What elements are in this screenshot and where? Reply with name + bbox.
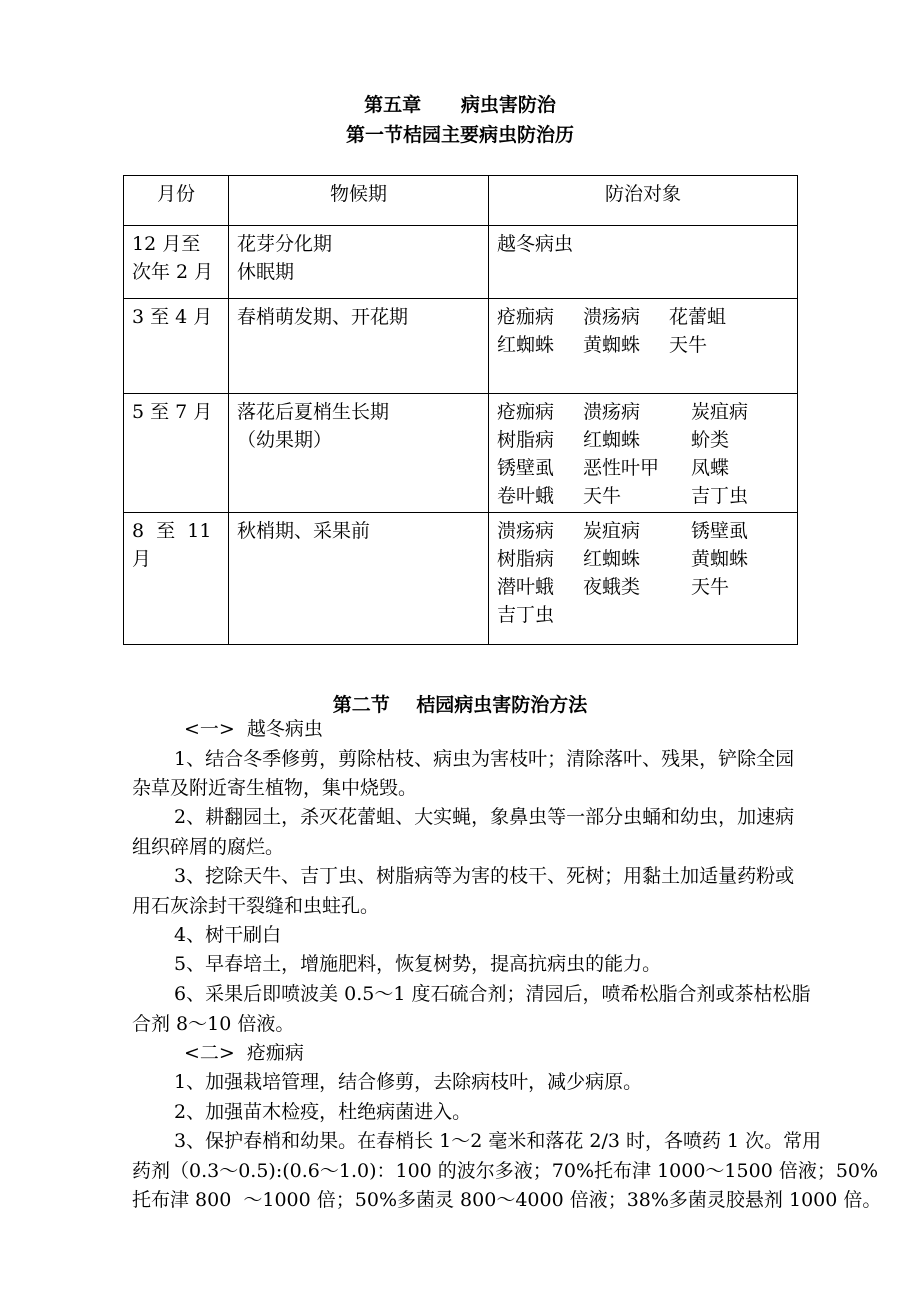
control-calendar-table — [123, 175, 798, 645]
pest-item: 黄蜘蛛 — [691, 548, 749, 570]
pest-item: 花蕾蛆 — [669, 306, 727, 328]
section2-title: 第二节 桔园病虫害防治方法 — [332, 694, 588, 716]
paragraph-9 — [132, 1127, 880, 1216]
phenology-line: 春梢萌发期、开花期 — [237, 306, 409, 328]
chapter-title: 第五章 病虫害防治 — [364, 94, 556, 116]
pest-item: 溃疡病 — [583, 306, 641, 328]
para-line: 2、加强苗木检疫，杜绝病菌进入。 — [174, 1101, 472, 1123]
paragraph-7 — [132, 1068, 880, 1098]
pest-item: 吉丁虫 — [497, 604, 555, 626]
month-line: 8 至 11 — [132, 520, 212, 542]
pest-item: 蚧类 — [691, 429, 730, 451]
table-row — [124, 394, 798, 513]
pest-item: 疮痂病 — [497, 401, 555, 423]
phenology-cell — [229, 394, 489, 513]
pest-item: 炭疽病 — [583, 520, 641, 542]
pest-item: 溃疡病 — [497, 520, 555, 542]
month-cell — [124, 299, 229, 394]
pest-item: 红蜘蛛 — [497, 334, 555, 356]
pest-item: 树脂病 — [497, 429, 555, 451]
pest-item: 天牛 — [691, 576, 730, 598]
month-line: 次年 2 月 — [132, 261, 214, 283]
para-line: 3、挖除天牛、吉丁虫、树脂病等为害的枝干、死树；用黏土加适量药粉或 — [174, 865, 795, 887]
continuation-1 — [132, 774, 880, 804]
subheading-scab — [132, 1039, 880, 1069]
subheading-overwintering: <一> 越冬病虫 — [184, 718, 323, 740]
paragraph — [132, 745, 880, 775]
pest-item: 卷叶蛾 — [497, 485, 555, 507]
para-line: 组织碎屑的腐烂。 — [132, 835, 285, 858]
pest-item: 凤蝶 — [691, 457, 730, 479]
phenology-cell — [229, 299, 489, 394]
phenology-line: 花芽分化期 — [237, 233, 333, 255]
section1-title: 第一节桔园主要病虫防治历 — [345, 124, 574, 146]
paragraph-6 — [132, 980, 880, 1039]
header-phenology: 物候期 — [229, 176, 489, 226]
para-line: 3、保护春梢和幼果。在春梢长 1～2 毫米和落花 2/3 时，各喷药 1 次。常用 — [174, 1130, 822, 1152]
para-line: 1、加强栽培管理，结合修剪，去除病枝叶，减少病原。 — [174, 1071, 643, 1093]
month-cell — [124, 513, 229, 645]
para-line: 1、结合冬季修剪，剪除枯枝、病虫为害枝叶；清除落叶、残果，铲除全园 — [174, 747, 795, 770]
table-row — [124, 299, 798, 394]
pests-cell — [489, 394, 798, 513]
phenology-line: 落花后夏梢生长期 — [237, 401, 390, 423]
pest-item: 潜叶蛾 — [497, 576, 555, 598]
para-line: 杂草及附近寄生植物，集中烧毁。 — [132, 777, 418, 799]
pests-cell — [489, 299, 798, 394]
para-line: 2、耕翻园土，杀灭花蕾蛆、大实蝇，象鼻虫等一部分虫蛹和幼虫，加速病 — [174, 806, 795, 828]
pests-cell — [489, 226, 798, 299]
pest-item: 天牛 — [583, 485, 622, 507]
pest-item: 越冬病虫 — [497, 233, 574, 255]
month-line: 3 至 4 月 — [132, 306, 213, 328]
pest-item: 炭疽病 — [691, 401, 749, 423]
paragraph-2 — [132, 803, 880, 862]
pest-item: 红蜘蛛 — [583, 548, 641, 570]
pest-item: 恶性叶甲 — [583, 457, 660, 479]
phenology-cell — [229, 513, 489, 645]
header-pests: 防治对象 — [489, 176, 798, 226]
pest-item: 吉丁虫 — [691, 485, 749, 507]
para-line: 托布津 800 ～1000 倍；50%多菌灵 800～4000 倍液；38%多菌灵胶悬剂 1000 倍。 — [132, 1189, 882, 1211]
para-line: 药剂（0.3～0.5):(0.6～1.0)：100 的波尔多液；70%托布津 1000～1500 倍液；50% — [132, 1159, 879, 1182]
phenology-line: 休眠期 — [237, 261, 295, 283]
phenology-line: （幼果期） — [237, 429, 333, 451]
paragraph-8 — [132, 1098, 880, 1128]
para-line: 6、采果后即喷波美 0.5～1 度石硫合剂；清园后，喷希松脂合剂或茶枯松脂 — [174, 983, 811, 1005]
month-line: 月 — [132, 548, 152, 570]
para-line: 5、早春培土，增施肥料，恢复树势，提高抗病虫的能力。 — [174, 953, 662, 975]
subheading: <二> 疮痂病 — [184, 1042, 304, 1064]
para-line: 合剂 8～10 倍液。 — [132, 1012, 295, 1035]
pest-item: 锈壁虱 — [691, 520, 749, 542]
pest-item: 夜蛾类 — [583, 576, 641, 598]
month-line: 5 至 7 月 — [132, 401, 213, 423]
pest-item: 天牛 — [669, 334, 708, 356]
month-cell — [124, 394, 229, 513]
month-line: 12 月至 — [132, 233, 201, 255]
paragraph-5 — [132, 950, 880, 980]
pest-item: 红蜘蛛 — [583, 429, 641, 451]
pests-cell — [489, 513, 798, 645]
body-text — [132, 715, 880, 774]
para-line: 4、树干刷白 — [174, 924, 282, 946]
paragraph-4 — [132, 921, 880, 951]
pest-item: 疮痂病 — [497, 306, 555, 328]
phenology-line: 秋梢期、采果前 — [237, 520, 371, 542]
table-row — [124, 226, 798, 299]
table-row — [124, 513, 798, 645]
paragraph-3 — [132, 862, 880, 921]
pest-item: 溃疡病 — [583, 401, 641, 423]
para-line: 用石灰涂封干裂缝和虫蛀孔。 — [132, 894, 380, 917]
pest-item: 黄蜘蛛 — [583, 334, 641, 356]
pest-item: 锈壁虱 — [497, 457, 555, 479]
phenology-cell — [229, 226, 489, 299]
pest-item: 树脂病 — [497, 548, 555, 570]
header-month: 月份 — [124, 176, 229, 226]
month-cell — [124, 226, 229, 299]
table-header-row — [124, 176, 798, 226]
